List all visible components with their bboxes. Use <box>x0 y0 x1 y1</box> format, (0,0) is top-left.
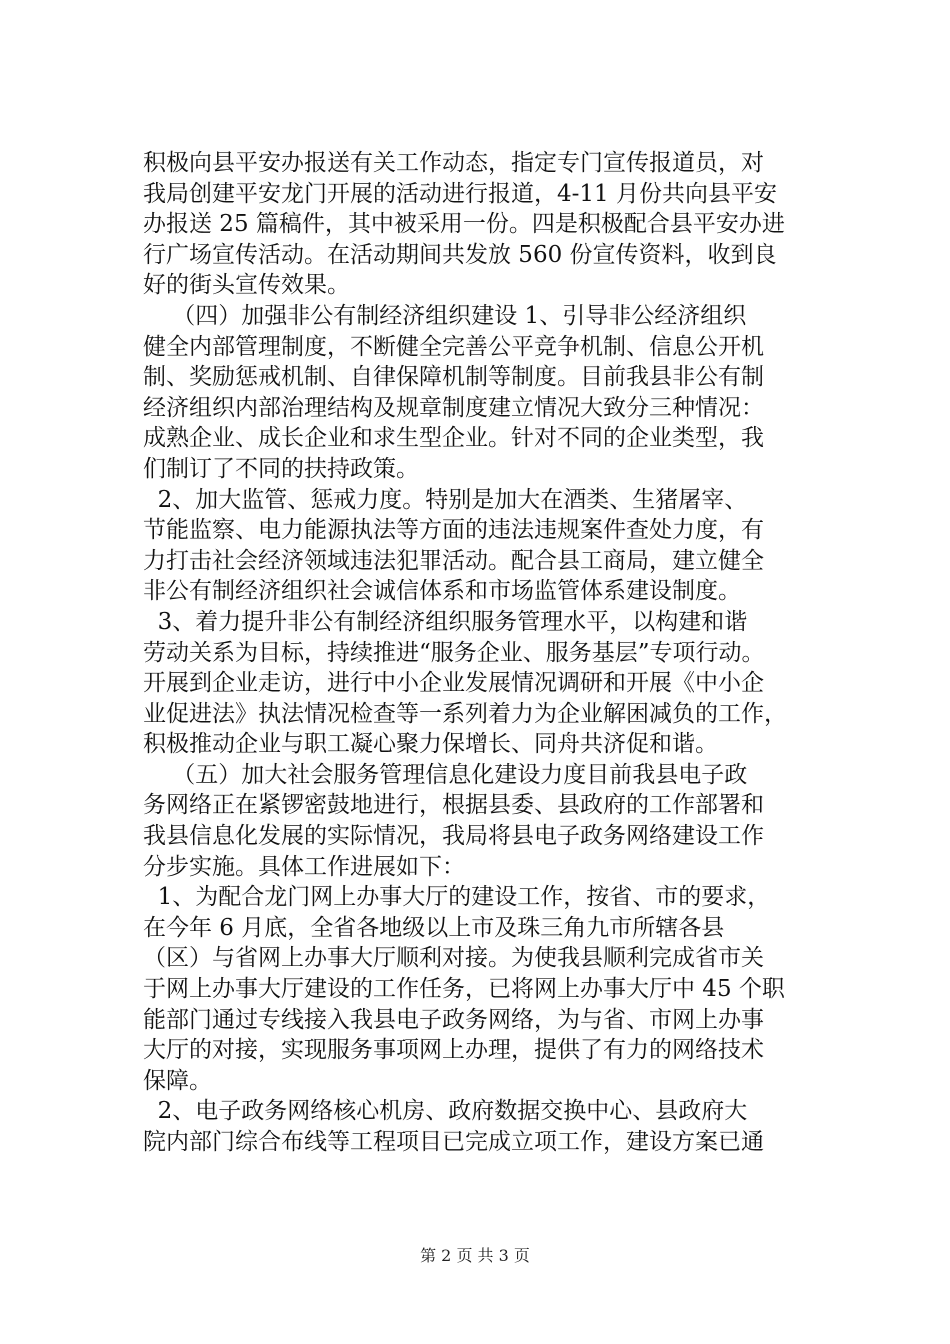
text-line: 健全内部管理制度，不断健全完善公平竞争机制、信息公开机 <box>143 333 764 360</box>
text-line: 分步实施。具体工作进展如下： <box>143 853 465 880</box>
text-line: 开展到企业走访，进行中小企业发展情况调研和开展《中小企 <box>143 670 764 697</box>
text-line: 行广场宣传活动。在活动期间共发放 560 份宣传资料，收到良 <box>143 241 777 268</box>
text-line: 非公有制经济组织社会诚信体系和市场监管体系建设制度。 <box>143 578 741 605</box>
text-line: 在今年 6 月底，全省各地级以上市及珠三角九市所辖各县 <box>143 914 725 941</box>
text-line: 3、着力提升非公有制经济组织服务管理水平，以构建和谐 <box>143 608 748 635</box>
text-line: 务网络正在紧锣密鼓地进行，根据县委、县政府的工作部署和 <box>143 792 764 819</box>
text-line: 我局创建平安龙门开展的活动进行报道，4-11 月份共向县平安 <box>143 180 777 207</box>
text-line: 力打击社会经济领域违法犯罪活动。配合县工商局，建立健全 <box>143 547 764 574</box>
text-line: 院内部门综合布线等工程项目已完成立项工作，建设方案已通 <box>143 1129 764 1155</box>
text-line: 积极向县平安办报送有关工作动态，指定专门宣传报道员，对 <box>143 150 764 176</box>
text-line: （区）与省网上办事大厅顺利对接。为使我县顺利完成省市关 <box>143 945 764 972</box>
text-line: 大厅的对接，实现服务事项网上办理，提供了有力的网络技术 <box>143 1037 764 1064</box>
text-line: 1、为配合龙门网上办事大厅的建设工作，按省、市的要求， <box>143 884 771 911</box>
text-line: （四）加强非公有制经济组织建设 1、引导非公经济组织 <box>143 302 747 329</box>
page-footer <box>0 1243 950 1266</box>
text-line: 制、奖励惩戒机制、自律保障机制等制度。目前我县非公有制 <box>143 364 764 391</box>
text-line: 劳动关系为目标，持续推进“服务企业、服务基层”专项行动。 <box>143 639 765 666</box>
text-line: 我县信息化发展的实际情况，我局将县电子政务网络建设工作 <box>143 823 764 850</box>
document-body <box>143 148 833 1158</box>
text-line: 业促进法》执法情况检查等一系列着力为企业解困减负的工作， <box>143 700 787 727</box>
text-line: 能部门通过专线接入我县电子政务网络，为与省、市网上办事 <box>143 1006 764 1033</box>
text-line: 积极推动企业与职工凝心聚力保增长、同舟共济促和谐。 <box>143 731 718 758</box>
text-line: 经济组织内部治理结构及规章制度建立情况大致分三种情况： <box>143 394 764 421</box>
text-line: 于网上办事大厅建设的工作任务，已将网上办事大厅中 45 个职 <box>143 976 785 1003</box>
text-line: 2、加大监管、惩戒力度。特别是加大在酒类、生猪屠宰、 <box>143 486 748 513</box>
text-line: （五）加大社会服务管理信息化建设力度目前我县电子政 <box>143 761 748 788</box>
text-line: 2、电子政务网络核心机房、政府数据交换中心、县政府大 <box>143 1098 748 1125</box>
text-line: 保障。 <box>143 1067 212 1094</box>
text-line: 成熟企业、成长企业和求生型企业。针对不同的企业类型，我 <box>143 425 764 452</box>
text-line: 好的街头宣传效果。 <box>143 272 350 299</box>
text-line: 办报送 25 篇稿件，其中被采用一份。四是积极配合县平安办进 <box>143 211 785 238</box>
page-number-label: 第 2 页 共 3 页 <box>420 1246 530 1265</box>
text-line: 们制订了不同的扶持政策。 <box>143 455 419 482</box>
text-line: 节能监察、电力能源执法等方面的违法违规案件查处力度，有 <box>143 517 764 544</box>
